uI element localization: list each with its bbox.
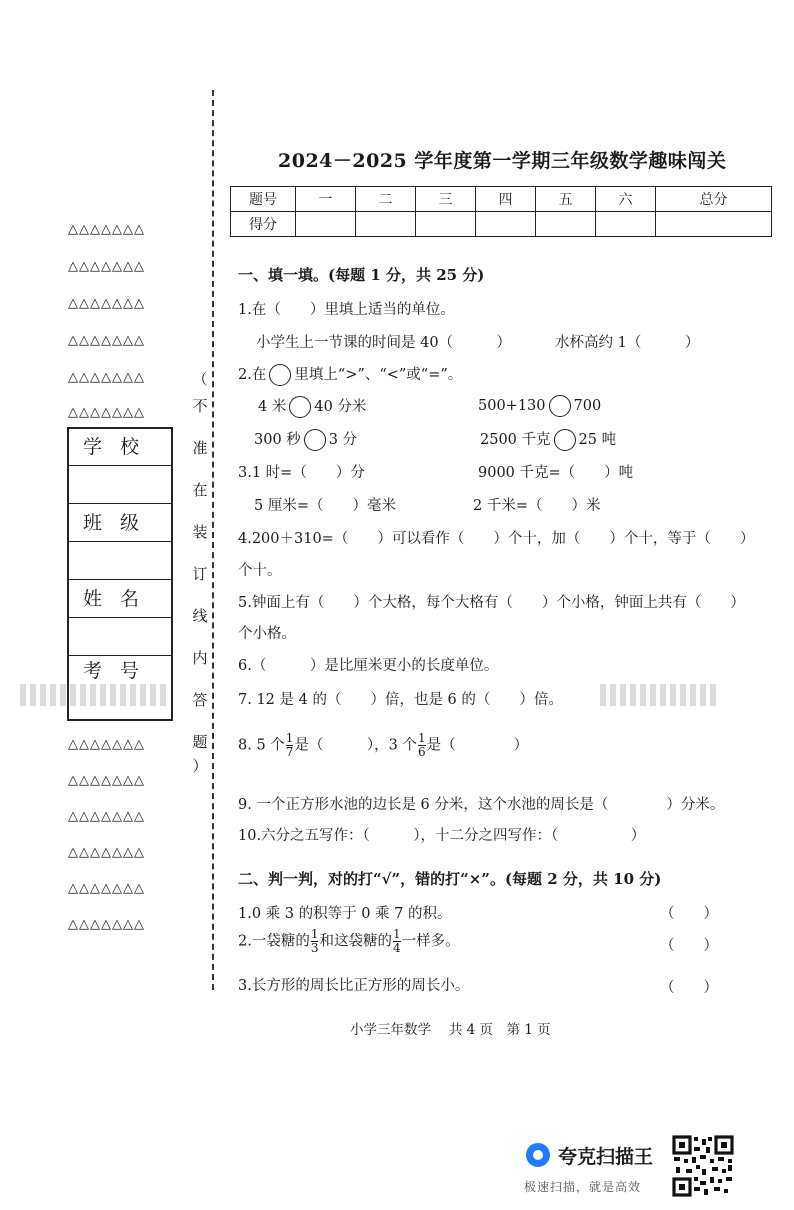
q2b-left: 500+130 xyxy=(478,398,546,414)
fraction xyxy=(393,928,401,955)
fraction xyxy=(286,732,294,759)
score-input-cell[interactable] xyxy=(416,212,476,237)
score-cell: 二 xyxy=(356,187,416,212)
score-cell: 总分 xyxy=(656,187,772,212)
qr-code-icon xyxy=(672,1135,734,1197)
binding-notice-char: 答 xyxy=(192,691,208,709)
score-cell: 四 xyxy=(476,187,536,212)
question-2-text: 2.在 xyxy=(238,367,267,383)
fraction-denominator: 4 xyxy=(392,941,401,955)
judge-answer-2[interactable]: （ ） xyxy=(660,938,718,954)
question-2d xyxy=(480,428,616,451)
triangle-row: △△△△△△△ xyxy=(68,773,145,788)
name-label: 姓名 xyxy=(69,581,171,618)
page-footer: 小学三年数学 共 4 页 第 1 页 xyxy=(350,1022,551,1038)
binding-notice-char: 装 xyxy=(192,523,208,541)
q8-mid: 是（ ），3 个 xyxy=(294,737,418,754)
triangle-row: △△△△△△△ xyxy=(68,333,145,348)
question-4-cont: 个十。 xyxy=(238,563,282,579)
judge-answer-3[interactable]: （ ） xyxy=(660,980,718,996)
section2-heading: 二、判一判，对的打“√”，错的打“×”。(每题 2 分，共 10 分) xyxy=(238,870,662,888)
score-cell: 一 xyxy=(296,187,356,212)
scan-artifact xyxy=(20,684,170,706)
triangle-row: △△△△△△△ xyxy=(68,259,145,274)
score-table-score-row xyxy=(231,212,772,237)
question-7: 7. 12 是 4 的（ ）倍，也是 6 的（ ）倍。 xyxy=(238,692,563,708)
question-2c xyxy=(254,428,357,451)
fraction xyxy=(311,928,319,955)
binding-cut-line xyxy=(212,90,214,990)
class-label: 班级 xyxy=(69,505,171,542)
watermark-tagline: 极速扫描，就是高效 xyxy=(524,1180,642,1194)
triangle-row: △△△△△△△ xyxy=(68,737,145,752)
scan-artifact xyxy=(600,684,720,706)
jq2-pre: 2.一袋糖的 xyxy=(238,933,310,950)
question-1b: 水杯高约 1（ ） xyxy=(555,335,700,351)
quark-logo-icon xyxy=(526,1143,550,1167)
score-cell: 五 xyxy=(536,187,596,212)
page-title: 2024－2025 学年度第一学期三年级数学趣味闯关 xyxy=(278,150,727,172)
score-input-cell[interactable] xyxy=(536,212,596,237)
school-field[interactable] xyxy=(69,467,171,504)
question-3d: 2 千米=（ ）米 xyxy=(473,498,601,514)
name-field[interactable] xyxy=(69,619,171,656)
fraction-denominator: 3 xyxy=(310,941,319,955)
binding-notice-char: 不 xyxy=(192,397,208,415)
binding-notice-char: 准 xyxy=(192,439,208,457)
score-input-cell[interactable] xyxy=(596,212,656,237)
fraction-numerator: 1 xyxy=(418,731,426,745)
school-label: 学校 xyxy=(69,429,171,466)
q2c-left: 300 秒 xyxy=(254,432,301,448)
score-cell: 三 xyxy=(416,187,476,212)
q2a-left: 4 米 xyxy=(258,399,287,415)
score-cell: 题号 xyxy=(231,187,296,212)
score-cell: 六 xyxy=(596,187,656,212)
triangle-row: △△△△△△△ xyxy=(68,222,145,237)
section1-heading: 一、填一填。(每题 1 分，共 25 分) xyxy=(238,266,485,284)
judge-question-3: 3.长方形的周长比正方形的周长小。 xyxy=(238,978,470,994)
question-2 xyxy=(238,363,462,386)
score-table-header-row xyxy=(231,187,772,212)
compare-circle-icon[interactable] xyxy=(549,395,571,417)
score-table xyxy=(230,186,772,237)
fraction-numerator: 1 xyxy=(392,927,401,941)
class-field[interactable] xyxy=(69,543,171,580)
question-5-cont: 个小格。 xyxy=(238,626,296,642)
triangle-row: △△△△△△△ xyxy=(68,370,145,385)
exam-number-label: 考号 xyxy=(82,660,157,682)
fraction-denominator: 7 xyxy=(285,745,294,759)
fraction-numerator: 1 xyxy=(310,927,319,941)
score-input-cell[interactable] xyxy=(296,212,356,237)
binding-notice-char: 内 xyxy=(192,649,208,667)
q2b-right: 700 xyxy=(573,398,602,414)
judge-question-2 xyxy=(238,928,460,955)
judge-question-1: 1.0 乘 3 的积等于 0 乘 7 的积。 xyxy=(238,906,452,922)
triangle-row: △△△△△△△ xyxy=(68,881,145,896)
fraction-numerator: 1 xyxy=(285,731,294,745)
question-8 xyxy=(238,732,528,759)
score-input-cell[interactable] xyxy=(356,212,416,237)
binding-notice-char: 线 xyxy=(192,607,208,625)
compare-circle-icon xyxy=(269,364,291,386)
question-3a: 3.1 时=（ ）分 xyxy=(238,465,365,481)
triangle-row: △△△△△△△ xyxy=(68,917,145,932)
binding-notice-char: 题 xyxy=(192,733,208,751)
question-6: 6.（ ）是比厘米更小的长度单位。 xyxy=(238,658,499,674)
triangle-row: △△△△△△△ xyxy=(68,809,145,824)
question-2a xyxy=(258,395,366,418)
compare-circle-icon[interactable] xyxy=(289,396,311,418)
jq2-end: 一样多。 xyxy=(401,933,460,950)
triangle-row: △△△△△△△ xyxy=(68,296,145,311)
binding-notice-char: 在 xyxy=(192,481,208,499)
question-1a: 小学生上一节课的时间是 40（ ） xyxy=(256,335,512,351)
question-5: 5.钟面上有（ ）个大格，每个大格有（ ）个小格，钟面上共有（ ） xyxy=(238,595,745,611)
watermark-brand: 夸克扫描王 xyxy=(558,1146,654,1168)
student-info-box xyxy=(67,427,173,721)
compare-circle-icon[interactable] xyxy=(554,429,576,451)
question-2-tail: 里填上“>”、“<”或“=”。 xyxy=(294,367,463,383)
binding-notice-char: （ xyxy=(192,370,208,388)
q2a-right: 40 分米 xyxy=(314,399,367,415)
q2d-left: 2500 千克 xyxy=(480,432,551,448)
q8-pre: 8. 5 个 xyxy=(238,737,285,754)
q2c-right: 3 分 xyxy=(328,432,358,448)
q2d-right: 25 吨 xyxy=(578,432,617,448)
question-4: 4.200＋310=（ ）可以看作（ ）个十，加（ ）个十，等于（ ） xyxy=(238,531,755,547)
triangle-row: △△△△△△△ xyxy=(68,405,145,420)
score-input-cell[interactable] xyxy=(656,212,772,237)
question-1: 1.在（ ）里填上适当的单位。 xyxy=(238,302,455,318)
binding-notice-char: 订 xyxy=(192,565,208,583)
question-3c: 5 厘米=（ ）毫米 xyxy=(254,498,396,514)
fraction-denominator: 6 xyxy=(418,745,426,759)
judge-answer-1[interactable]: （ ） xyxy=(660,906,718,922)
compare-circle-icon[interactable] xyxy=(304,429,326,451)
question-3b: 9000 千克=（ ）吨 xyxy=(478,465,634,481)
question-9: 9. 一个正方形水池的边长是 6 分米，这个水池的周长是（ ）分米。 xyxy=(238,797,725,813)
triangle-row: △△△△△△△ xyxy=(68,845,145,860)
score-input-cell[interactable] xyxy=(476,212,536,237)
binding-notice-char: ） xyxy=(192,757,208,775)
question-10: 10.六分之五写作：（ ），十二分之四写作：（ ） xyxy=(238,828,646,844)
question-2b xyxy=(478,395,601,417)
score-cell: 得分 xyxy=(231,212,296,237)
fraction xyxy=(418,732,426,759)
jq2-mid: 和这袋糖的 xyxy=(319,933,392,950)
q8-end: 是（ ） xyxy=(426,737,529,754)
